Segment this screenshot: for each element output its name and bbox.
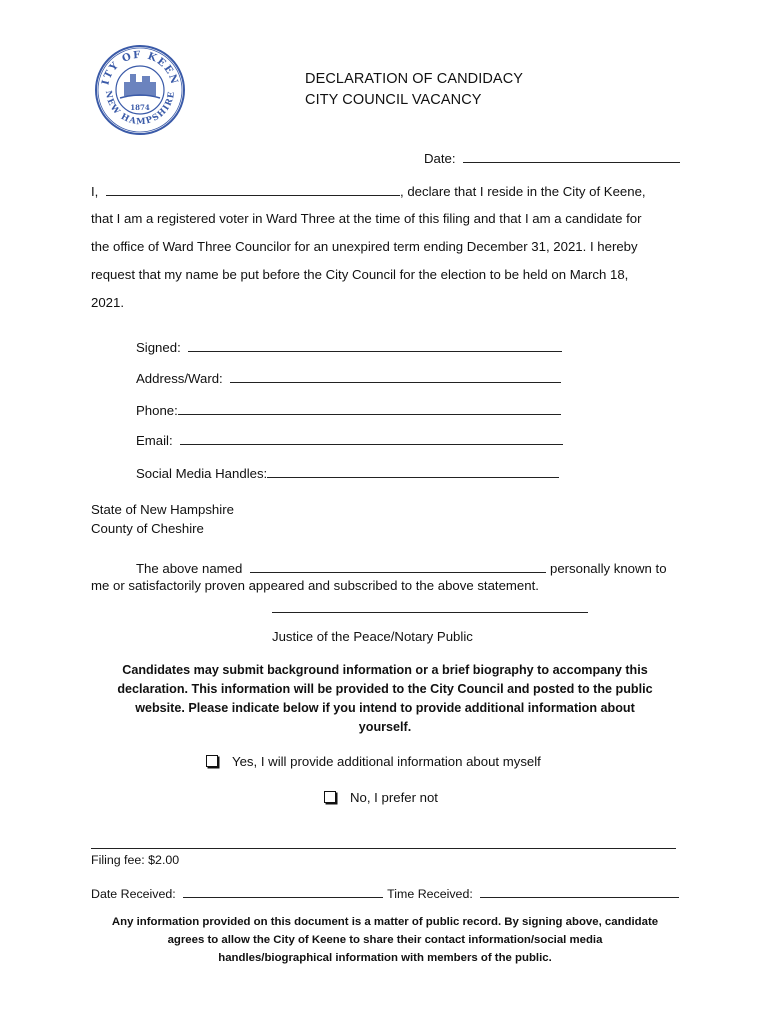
time-received-label: Time Received: bbox=[387, 887, 473, 901]
date-received-field[interactable] bbox=[183, 884, 383, 898]
notary-line-2: me or satisfactorily proven appeared and subscribed to the above statement. bbox=[91, 578, 539, 593]
bio-notice bbox=[91, 661, 679, 737]
social-label: Social Media Handles: bbox=[136, 466, 268, 481]
document-title bbox=[305, 69, 523, 111]
social-row bbox=[136, 464, 559, 481]
email-row bbox=[136, 431, 563, 448]
phone-field[interactable] bbox=[178, 401, 561, 415]
bio-notice-line-2: declaration. This information will be provided to the City Council and posted to the public bbox=[117, 682, 653, 696]
bio-notice-line-4: yourself. bbox=[358, 720, 412, 734]
notary-county: County of Cheshire bbox=[91, 521, 204, 536]
email-label: Email: bbox=[136, 433, 173, 448]
candidate-name-field[interactable] bbox=[106, 182, 400, 196]
yes-checkbox[interactable] bbox=[206, 755, 218, 767]
filing-fee: Filing fee: $2.00 bbox=[91, 853, 180, 867]
option-no-label: No, I prefer not bbox=[350, 790, 438, 805]
declaration-suffix: , declare that I reside in the City of Keene, bbox=[400, 184, 646, 199]
svg-text:CITY OF KEENE bbox=[94, 44, 180, 87]
title-line-2: CITY COUNCIL VACANCY bbox=[305, 92, 482, 108]
declaration-line-3: the office of Ward Three Councilor for an unexpired term ending December 31, 2021. I hereby bbox=[91, 239, 638, 254]
bio-notice-line-3: website. Please indicate below if you intend to provide additional information about bbox=[135, 701, 635, 715]
declaration-line-1 bbox=[91, 182, 646, 199]
public-record-notice bbox=[91, 913, 679, 967]
date-field[interactable] bbox=[463, 149, 680, 163]
public-record-line-1: Any information provided on this document is a matter of public record. By signing above, candidate bbox=[111, 916, 659, 928]
address-label: Address/Ward: bbox=[136, 371, 223, 386]
bio-notice-line-1: Candidates may submit background information or a brief biography to accompany this bbox=[122, 663, 648, 677]
phone-label: Phone: bbox=[136, 403, 178, 418]
phone-row bbox=[136, 401, 561, 418]
signature-field[interactable] bbox=[188, 338, 562, 352]
declaration-line-4: request that my name be put before the City Council for the election to be held on March 18, bbox=[91, 267, 629, 282]
public-record-line-2: agrees to allow the City of Keene to share their contact information/social media bbox=[167, 934, 603, 946]
notary-prefix: The above named bbox=[136, 561, 243, 576]
notary-line-1 bbox=[136, 559, 667, 576]
notary-suffix: personally known to bbox=[549, 561, 667, 576]
date-received-label: Date Received: bbox=[91, 887, 176, 901]
notary-signature-label: Justice of the Peace/Notary Public bbox=[272, 629, 473, 644]
seal-bottom-text: NEW HAMPSHIRE bbox=[102, 89, 178, 128]
notary-state: State of New Hampshire bbox=[91, 502, 234, 517]
notary-signature-line[interactable] bbox=[272, 612, 588, 613]
divider-line bbox=[91, 848, 676, 849]
option-yes[interactable] bbox=[206, 754, 541, 769]
email-field[interactable] bbox=[180, 431, 563, 445]
declaration-prefix: I, bbox=[91, 184, 99, 199]
named-person-field[interactable] bbox=[250, 559, 546, 573]
time-received-field[interactable] bbox=[480, 884, 679, 898]
option-no[interactable] bbox=[324, 790, 438, 805]
received-row bbox=[91, 884, 679, 901]
public-record-line-3: handles/biographical information with members of the public. bbox=[218, 952, 552, 964]
title-line-1: DECLARATION OF CANDIDACY bbox=[305, 71, 524, 87]
date-row bbox=[424, 149, 680, 166]
address-row bbox=[136, 369, 561, 386]
social-field[interactable] bbox=[267, 464, 559, 478]
address-field[interactable] bbox=[230, 369, 561, 383]
seal-top-text: ITY OF KEEN bbox=[100, 49, 180, 87]
declaration-line-5: 2021. bbox=[91, 295, 125, 310]
date-label: Date: bbox=[424, 151, 456, 166]
option-yes-label: Yes, I will provide additional information about myself bbox=[232, 754, 541, 769]
signed-label: Signed: bbox=[136, 340, 181, 355]
city-seal-logo bbox=[94, 44, 186, 136]
signed-row bbox=[136, 338, 562, 355]
seal-year: 1874 bbox=[130, 103, 150, 112]
declaration-line-2: that I am a registered voter in Ward Three at the time of this filing and that I am a candidate for bbox=[91, 211, 642, 226]
no-checkbox[interactable] bbox=[324, 791, 336, 803]
